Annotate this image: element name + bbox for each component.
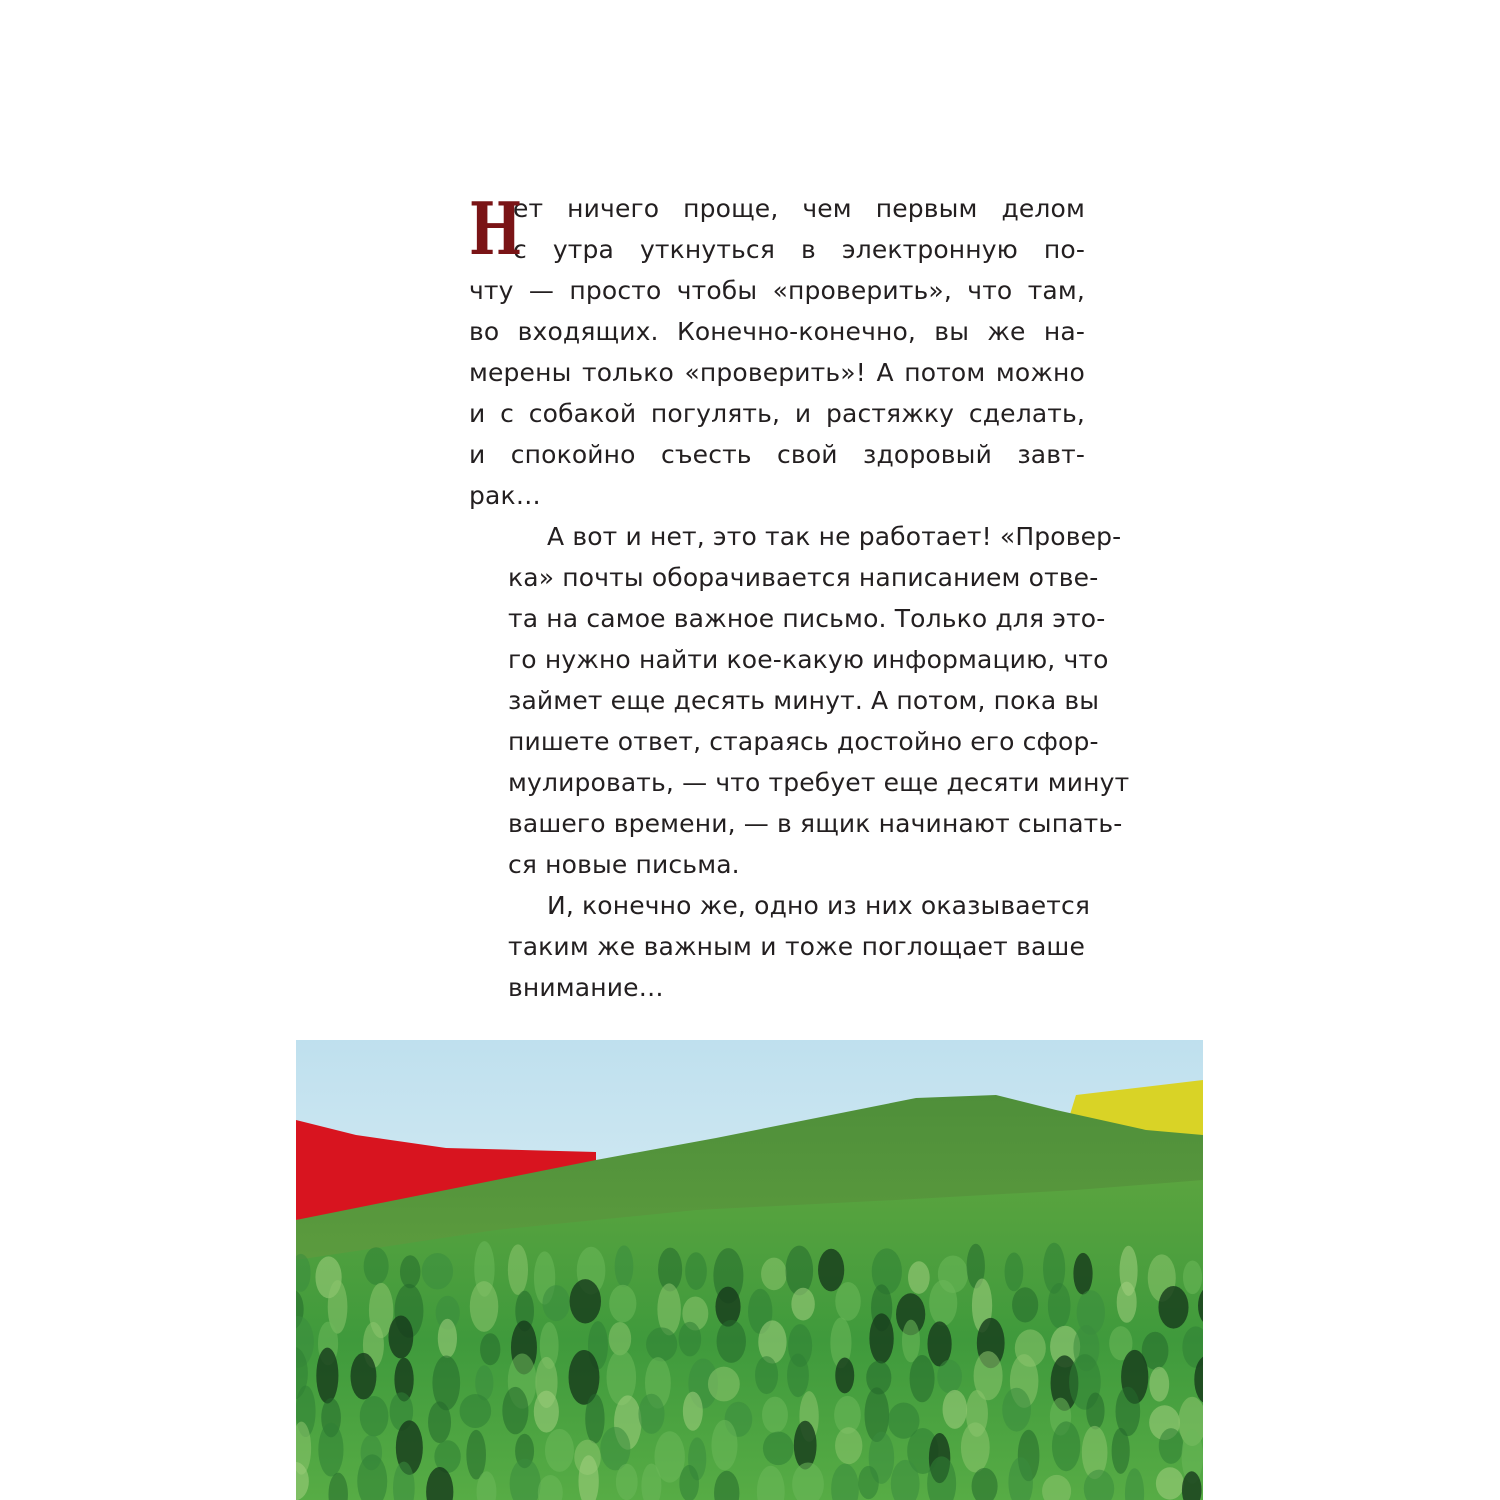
text-line: рак… <box>469 481 541 510</box>
leaf-shape <box>545 1429 574 1472</box>
leaf-shape <box>1002 1388 1031 1432</box>
leaf-shape <box>508 1244 528 1295</box>
leaf-shape <box>835 1358 854 1394</box>
leaf-shape <box>1073 1253 1092 1295</box>
leaf-shape <box>1012 1287 1038 1322</box>
leaf-shape <box>1112 1428 1130 1474</box>
text-line: ся новые письма. <box>508 850 740 879</box>
leaf-shape <box>1117 1282 1137 1323</box>
leaf-shape <box>470 1281 499 1332</box>
leaf-shape <box>1048 1283 1071 1328</box>
leaf-shape <box>929 1280 957 1326</box>
leaf-shape <box>961 1422 990 1472</box>
watercolor-landscape-illustration <box>296 1040 1203 1500</box>
text-line: мулировать, — что требует еще десяти минут <box>508 768 1130 797</box>
leaf-shape <box>787 1353 809 1397</box>
leaf-shape <box>835 1427 862 1464</box>
text-line: та на самое важное письмо. Только для это- <box>508 604 1106 633</box>
leaf-shape <box>534 1391 559 1433</box>
leaf-shape <box>646 1327 677 1361</box>
text-line: чту — просто чтобы «проверить», что там, <box>469 276 1085 305</box>
leaf-shape <box>908 1261 930 1294</box>
text-line: во входящих. Конечно-конечно, вы же на- <box>469 317 1085 346</box>
text-line: внимание… <box>508 973 664 1002</box>
text-line: И, конечно же, одно из них оказывается <box>547 891 1091 920</box>
leaf-shape <box>422 1253 453 1290</box>
leaf-shape <box>910 1355 935 1402</box>
leaf-shape <box>758 1320 786 1363</box>
leaf-shape <box>711 1420 737 1470</box>
text-line: и спокойно съесть свой здоровый завт- <box>469 440 1085 469</box>
leaf-shape <box>609 1285 636 1323</box>
leaf-shape <box>364 1247 389 1285</box>
leaf-shape <box>432 1355 460 1410</box>
leaf-shape <box>1156 1467 1184 1499</box>
leaf-shape <box>480 1333 500 1365</box>
leaf-shape <box>1005 1253 1024 1292</box>
leaf-shape <box>428 1401 451 1443</box>
text-line: ет ничего проще, чем первым делом <box>513 194 1085 223</box>
leaf-shape <box>438 1319 457 1358</box>
leaf-shape <box>615 1245 634 1287</box>
leaf-shape <box>858 1466 879 1499</box>
text-line: вашего времени, — в ящик начинают сыпать- <box>508 809 1123 838</box>
text-line: го нужно найти кое-какую информацию, что <box>508 645 1109 674</box>
leaf-shape <box>717 1320 746 1363</box>
text-line: А вот и нет, это так не работает! «Провер- <box>547 522 1122 551</box>
text-line: ка» почты оборачивается написанием отве- <box>508 563 1099 592</box>
leaf-shape <box>360 1396 389 1436</box>
landscape-image <box>296 1040 1203 1500</box>
leaf-shape <box>460 1394 492 1428</box>
leaf-shape <box>679 1322 702 1357</box>
text-line: пишете ответ, стараясь достойно его сфор- <box>508 727 1099 756</box>
leaf-shape <box>937 1360 962 1394</box>
leaf-shape <box>685 1252 707 1290</box>
leaf-shape <box>794 1421 817 1470</box>
leaf-shape <box>869 1313 893 1363</box>
text-line: таким же важным и тоже поглощает ваше <box>508 932 1085 961</box>
leaf-shape <box>679 1465 699 1500</box>
leaf-shape <box>786 1246 814 1296</box>
leaf-shape <box>570 1279 601 1323</box>
paragraph-1 <box>469 188 1085 516</box>
leaf-shape <box>835 1282 861 1321</box>
leaf-shape <box>616 1464 638 1500</box>
article-text <box>469 186 1130 1008</box>
leaf-shape <box>585 1394 604 1444</box>
leaf-shape <box>708 1367 740 1402</box>
leaf-shape <box>466 1430 486 1480</box>
leaf-shape <box>943 1390 968 1429</box>
paragraph-3 <box>469 885 1091 1008</box>
leaf-shape <box>1158 1286 1188 1329</box>
leaf-shape <box>791 1288 814 1321</box>
leaf-shape <box>763 1431 794 1465</box>
leaf-shape <box>388 1315 413 1358</box>
leaf-shape <box>638 1394 664 1434</box>
leaf-shape <box>1052 1421 1080 1471</box>
text-line: займет еще десять минут. А потом, пока вы <box>508 686 1100 715</box>
leaf-shape <box>755 1356 778 1394</box>
leaf-shape <box>683 1392 703 1431</box>
drop-cap: Н <box>469 186 523 271</box>
text-line: с утра уткнуться в электронную по- <box>513 235 1085 264</box>
leaf-shape <box>818 1249 844 1292</box>
leaf-shape <box>1149 1367 1169 1402</box>
leaf-shape <box>1183 1261 1202 1295</box>
leaf-shape <box>542 1285 569 1321</box>
leaf-shape <box>1086 1392 1104 1429</box>
leaf-shape <box>502 1387 528 1434</box>
paragraph-2 <box>469 516 1130 885</box>
text-line: мерены только «проверить»! А потом можно <box>469 358 1085 387</box>
leaf-shape <box>761 1258 787 1291</box>
text-line: и с собакой погулять, и растяжку сделать, <box>469 399 1085 428</box>
leaf-shape <box>927 1321 951 1366</box>
leaf-shape <box>762 1397 788 1433</box>
leaf-shape <box>351 1353 377 1400</box>
leaf-shape <box>400 1255 420 1288</box>
leaf-shape <box>318 1423 343 1477</box>
leaf-shape <box>316 1348 338 1404</box>
leaf-shape <box>902 1320 920 1363</box>
leaf-shape <box>1159 1428 1184 1464</box>
leaf-shape <box>600 1427 630 1470</box>
